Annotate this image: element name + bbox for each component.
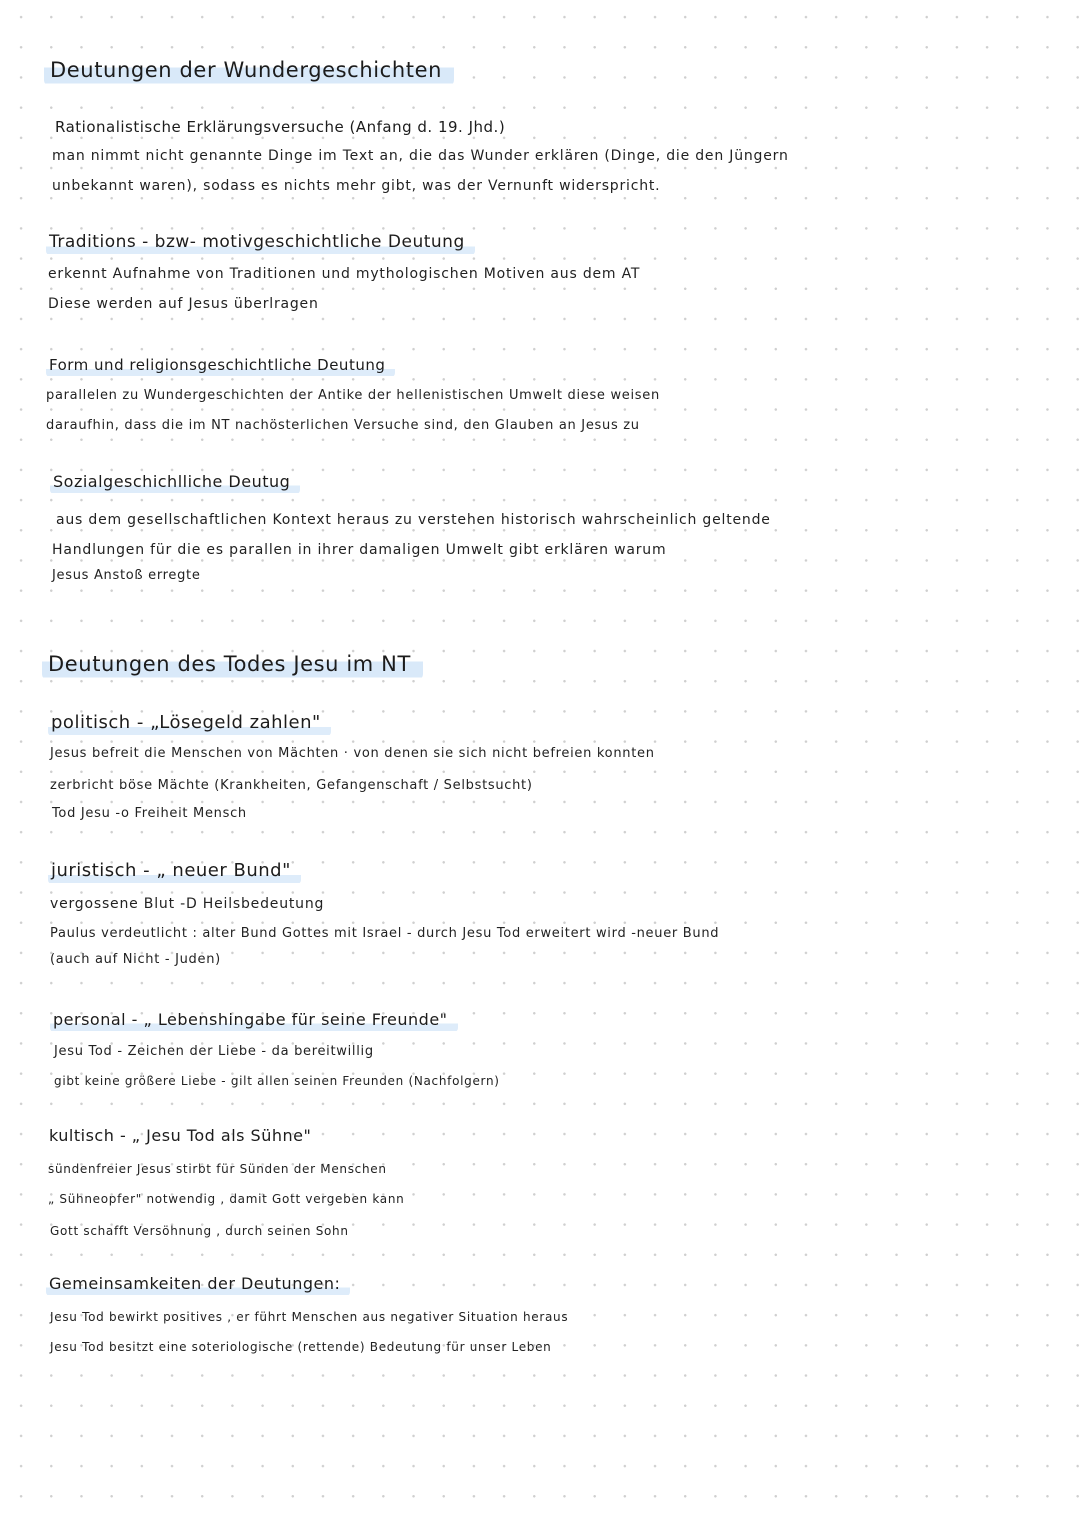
text-line: Jesus Anstoß erregte (52, 568, 201, 583)
subheading-juristisch: juristisch - „ neuer Bund" (48, 860, 301, 884)
text-line: gibt keine größere Liebe - gilt allen seinen Freunden (Nachfolgern) (54, 1074, 500, 1088)
subheading-gemeinsamkeiten: Gemeinsamkeiten der Deutungen: (46, 1274, 350, 1296)
text-line: zerbricht böse Mächte (Krankheiten, Gefangenschaft / Selbstsucht) (50, 778, 533, 793)
subheading-rationalistisch: Rationalistische Erklärungsversuche (Anfang d. 19. Jhd.) (55, 118, 506, 136)
text-line: Tod Jesu -o Freiheit Mensch (52, 806, 247, 821)
text-line: unbekannt waren), sodass es nichts mehr gibt, was der Vernunft widerspricht. (52, 178, 661, 194)
section-title-tod-jesu: Deutungen des Todes Jesu im NT (42, 650, 423, 680)
subheading-sozialgeschichtlich: Sozialgeschichlliche Deutug (50, 472, 300, 494)
text-line: Jesu Tod - Zeichen der Liebe - da bereitwillig (54, 1044, 374, 1059)
text-line: Diese werden auf Jesus überlragen (48, 296, 319, 312)
text-line: parallelen zu Wundergeschichten der Antike der hellenistischen Umwelt diese weisen (46, 388, 660, 403)
text-line: sündenfreier Jesus stirbt für Sünden der Menschen (48, 1162, 387, 1176)
text-line: erkennt Aufnahme von Traditionen und mythologischen Motiven aus dem AT (48, 266, 641, 282)
text-line: (auch auf Nicht - Juden) (50, 952, 221, 967)
subheading-kultisch: kultisch - „ Jesu Tod als Sühne" (49, 1126, 312, 1145)
text-line: Gott schafft Versöhnung , durch seinen Sohn (50, 1224, 349, 1238)
subheading-religionsgeschichtlich: Form und religionsgeschichtliche Deutung (46, 356, 395, 377)
text-line: aus dem gesellschaftlichen Kontext heraus zu verstehen historisch wahrscheinlich geltende (56, 512, 771, 528)
text-line: man nimmt nicht genannte Dinge im Text an, die das Wunder erklären (Dinge, die den Jüngern (52, 148, 789, 164)
text-line: Handlungen für die es parallen in ihrer damaligen Umwelt gibt erklären warum (52, 542, 667, 558)
text-line: Jesu Tod bewirkt positives , er führt Menschen aus negativer Situation heraus (50, 1310, 569, 1324)
text-line: Paulus verdeutlicht : alter Bund Gottes mit Israel - durch Jesu Tod erweitert wird -neuer Bund (50, 926, 720, 941)
subheading-traditionsgeschichtlich: Traditions - bzw- motivgeschichtliche Deutung (46, 232, 475, 255)
section-title-wundergeschichten: Deutungen der Wundergeschichten (44, 56, 454, 86)
text-line: Jesus befreit die Menschen von Mächten · von denen sie sich nicht befreien konnten (50, 746, 655, 761)
subheading-politisch: politisch - „Lösegeld zahlen" (48, 712, 331, 736)
text-line: vergossene Blut -D Heilsbedeutung (50, 896, 325, 912)
subheading-personal: personal - „ Lebenshingabe für seine Freunde" (50, 1010, 458, 1032)
text-line: daraufhin, dass die im NT nachösterlichen Versuche sind, den Glauben an Jesus zu (46, 418, 640, 433)
text-line: „ Sühneopfer" notwendig , damit Gott vergeben kann (48, 1192, 405, 1206)
text-line: Jesu Tod besitzt eine soteriologische (rettende) Bedeutung für unser Leben (50, 1340, 552, 1354)
